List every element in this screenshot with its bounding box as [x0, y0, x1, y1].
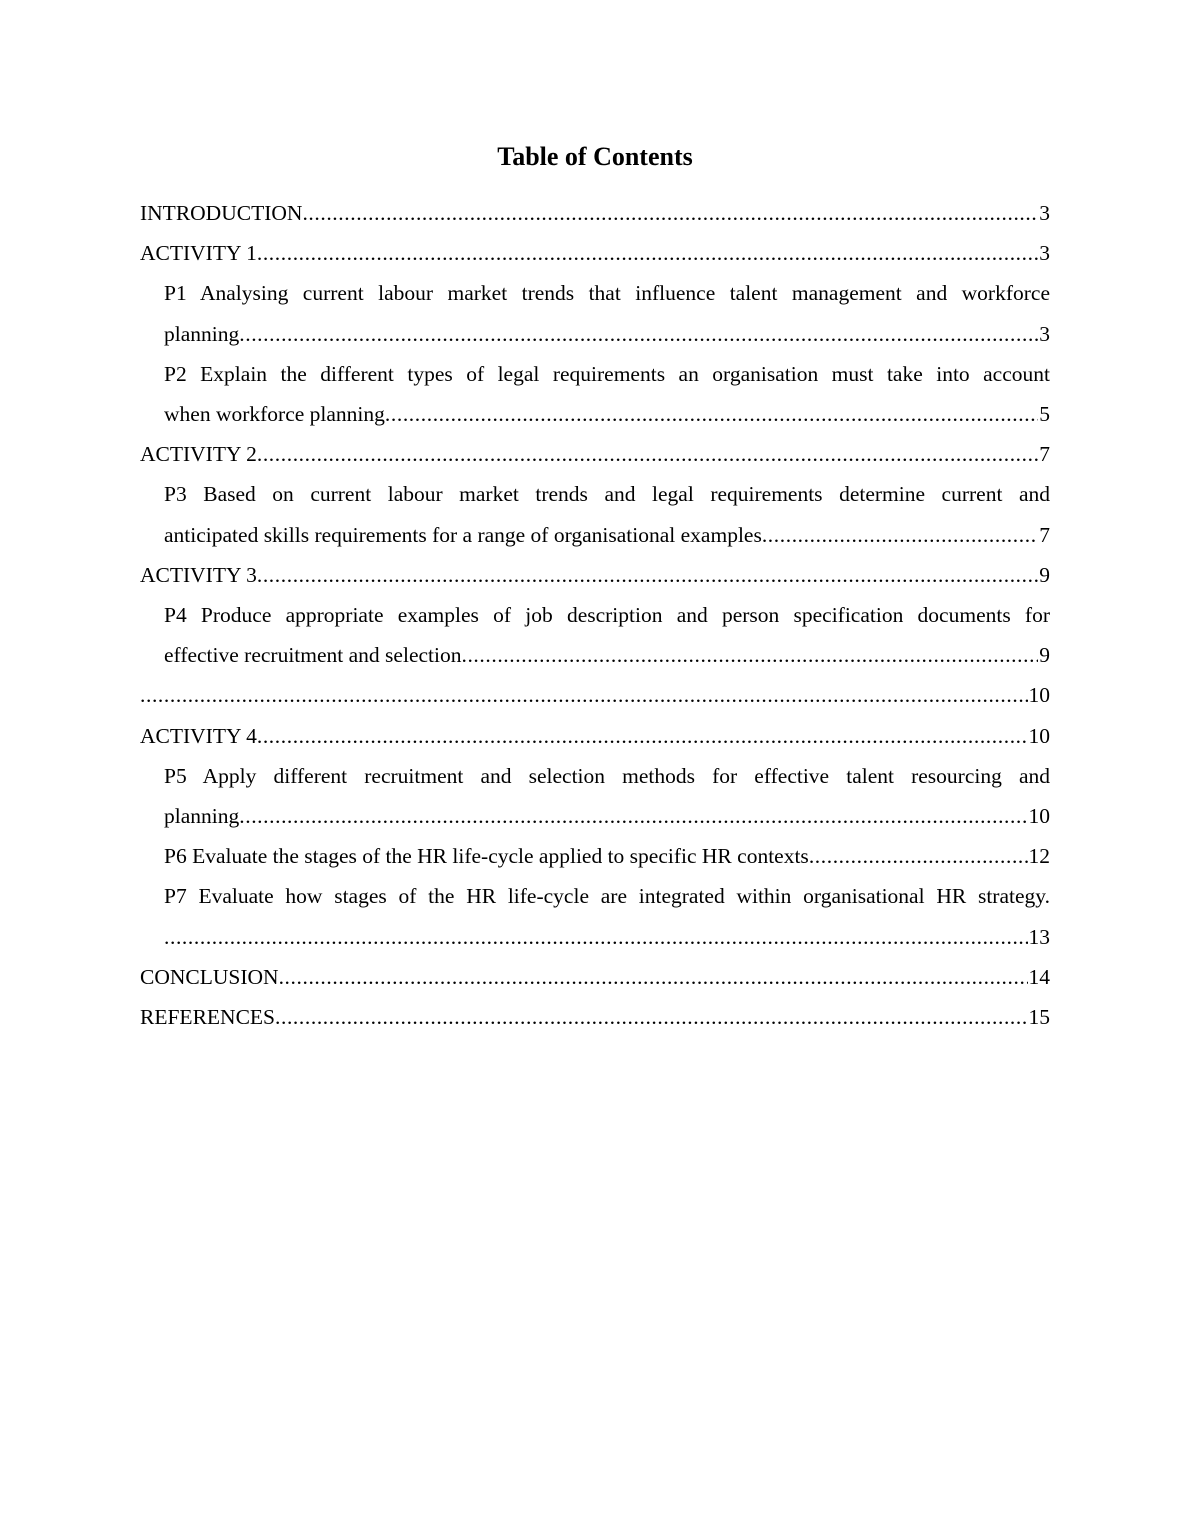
toc-entry[interactable] — [140, 354, 1050, 434]
dot-leader — [461, 635, 1038, 675]
toc-entry[interactable] — [140, 716, 1050, 756]
toc-page-number: 14 — [1028, 964, 1050, 989]
toc-entry[interactable] — [140, 434, 1050, 474]
toc-entry-text: P4 Produce appropriate examples of job description and person specification documents for — [164, 603, 1050, 628]
toc-entry-line — [140, 555, 1050, 595]
toc-entry-label: ACTIVITY 2 — [140, 442, 257, 467]
toc-entry-line — [140, 997, 1050, 1037]
toc-entry-label: ACTIVITY 4 — [140, 723, 257, 748]
toc-entry-line — [164, 515, 1050, 555]
dot-leader — [257, 716, 1028, 756]
toc-entry-label: INTRODUCTION — [140, 201, 303, 225]
toc-entry-line — [140, 716, 1050, 756]
toc-page-number: 10 — [1028, 723, 1050, 748]
toc-page-number: 3 — [1039, 201, 1050, 225]
dot-leader — [164, 917, 1028, 957]
toc-page-number: 12 — [1028, 844, 1050, 869]
toc-entry-label: P6 Evaluate the stages of the HR life-cycle applied to specific HR contexts — [164, 844, 809, 869]
toc-page-number: 10 — [1028, 683, 1050, 708]
toc-entry[interactable] — [140, 957, 1050, 997]
toc-page-number: 7 — [1039, 522, 1050, 547]
toc-entry[interactable] — [140, 756, 1050, 836]
toc-entry-line — [140, 193, 1050, 233]
toc-page-number: 5 — [1039, 402, 1050, 427]
dot-leader — [279, 957, 1028, 997]
toc-entry-line — [140, 957, 1050, 997]
table-of-contents — [140, 193, 1050, 1037]
toc-entry-line — [140, 233, 1050, 273]
toc-page-number: 15 — [1028, 1005, 1050, 1030]
toc-entry-label: CONCLUSION — [140, 964, 279, 989]
toc-entry-text: P3 Based on current labour market trends and legal requirements determine current and — [164, 482, 1050, 507]
toc-page-number: 13 — [1028, 924, 1050, 949]
toc-entry[interactable] — [140, 273, 1050, 353]
toc-entry-text: P5 Apply different recruitment and selection methods for effective talent resourcing and — [164, 763, 1050, 788]
dot-leader — [762, 515, 1038, 555]
toc-entry-text: P7 Evaluate how stages of the HR life-cycle are integrated within organisational HR strategy. — [164, 884, 1050, 909]
dot-leader — [257, 434, 1038, 474]
dot-leader — [385, 394, 1038, 434]
toc-entry-label: planning — [164, 804, 240, 829]
dot-leader — [239, 314, 1038, 354]
toc-entry[interactable] — [140, 675, 1050, 715]
toc-title: Table of Contents — [497, 142, 693, 171]
dot-leader — [809, 836, 1028, 876]
toc-page-number: 9 — [1039, 562, 1050, 587]
toc-page-number: 3 — [1039, 241, 1050, 266]
toc-page-number: 3 — [1039, 321, 1050, 346]
dot-leader — [302, 193, 1038, 233]
toc-page-number: 10 — [1028, 804, 1050, 829]
toc-entry[interactable] — [140, 997, 1050, 1037]
toc-entry-label: effective recruitment and selection — [164, 643, 462, 668]
toc-entry-label: ACTIVITY 3 — [140, 562, 257, 587]
toc-entry-line — [164, 796, 1050, 836]
toc-entry-line — [164, 314, 1050, 354]
toc-entry-line — [164, 394, 1050, 434]
toc-entry-line — [164, 917, 1050, 957]
toc-entry-label: when workforce planning — [164, 402, 385, 427]
toc-entry[interactable] — [140, 233, 1050, 273]
toc-entry-line — [140, 434, 1050, 474]
toc-entry-label: planning — [164, 321, 240, 346]
toc-entry[interactable] — [140, 595, 1050, 675]
dot-leader — [257, 233, 1038, 273]
toc-entry-text: P1 Analysing current labour market trends that influence talent management and workforce — [164, 281, 1050, 306]
toc-entry[interactable] — [140, 836, 1050, 876]
dot-leader — [257, 555, 1038, 595]
toc-entry-line — [140, 675, 1050, 715]
toc-entry-line — [164, 635, 1050, 675]
toc-entry-label: ACTIVITY 1 — [140, 241, 257, 266]
dot-leader — [239, 796, 1027, 836]
dot-leader — [275, 997, 1028, 1037]
toc-entry[interactable] — [140, 876, 1050, 956]
toc-entry-line — [164, 836, 1050, 876]
toc-entry-label: anticipated skills requirements for a range of organisational examples — [164, 522, 762, 547]
toc-entry-text: P2 Explain the different types of legal requirements an organisation must take into account — [164, 361, 1050, 386]
toc-entry[interactable] — [140, 474, 1050, 554]
toc-page-number: 9 — [1039, 643, 1050, 668]
toc-page-number: 7 — [1039, 442, 1050, 467]
toc-entry[interactable] — [140, 193, 1050, 233]
toc-entry[interactable] — [140, 555, 1050, 595]
toc-entry-label: REFERENCES — [140, 1005, 275, 1030]
dot-leader — [140, 675, 1028, 715]
